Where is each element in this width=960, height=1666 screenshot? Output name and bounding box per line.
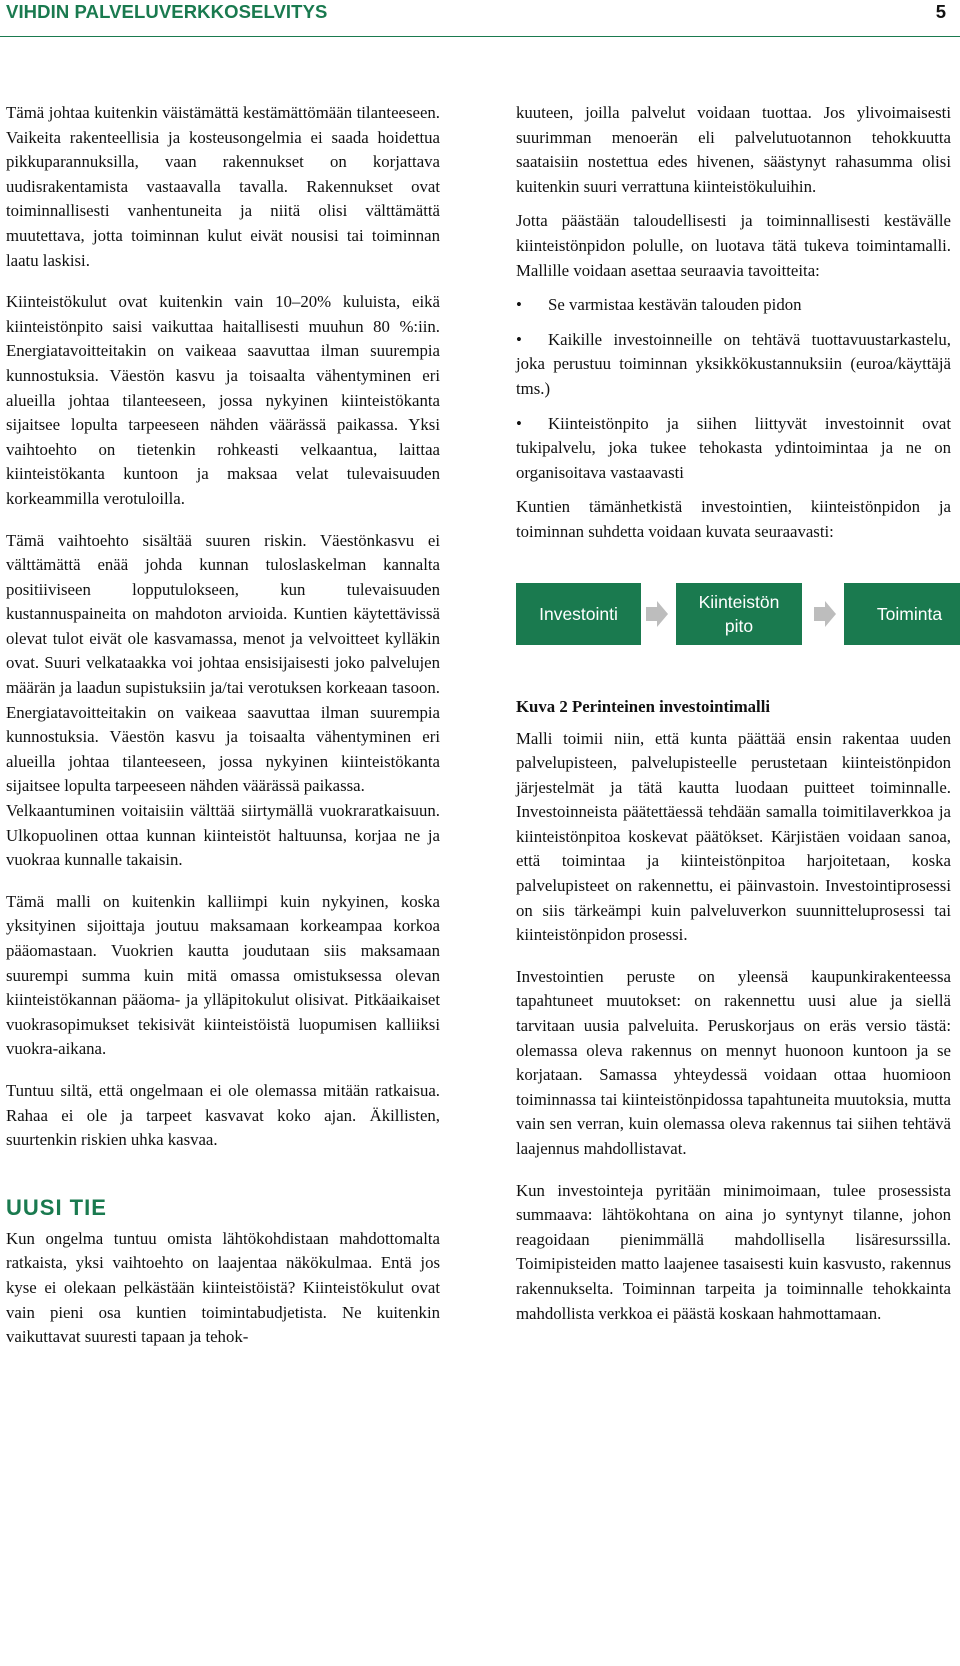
bullet-icon: • [516, 329, 522, 349]
paragraph: Tuntuu siltä, että ongelmaan ei ole olemassa mitään ratkaisua. Rahaa ei ole ja tarpeet kasvavat koko ajan. Äkillisten, suurtenkin riskien uhka kasvaa. [6, 1080, 440, 1150]
diagram-box-label: Kiinteistön [698, 591, 780, 612]
section-heading: UUSI TIE [6, 1194, 107, 1220]
page-number: 5 [935, 1, 946, 22]
paragraph: Jotta päästään taloudellisesti ja toiminnallisesti kestävälle kiinteistönpidon polulle, on luotava tätä tukeva toimintamalli. Mallille voidaan asettaa seuraavia tavoitteita: [516, 211, 951, 280]
diagram-box-label: pito [724, 615, 754, 636]
list-item [516, 328, 951, 402]
list-item [516, 412, 951, 486]
chevron-arrow-right-icon [646, 601, 668, 627]
paragraph: Malli toimii niin, että kunta päättää ensin rakentaa uuden palvelupisteen, palvelupisteelle perustetaan kiinteistönpidon järjestelmät ja tätä kautta luodaan puitteet toiminnalle. Investoinneista päätettäessä tehdään samalla toimitilaverkkoa ja kiinteistönpitoa koskevat päätökset. Kärjistäen voidaan sanoa, että toimintaa ja kiinteistönpitoa harjoitetaan, koska palvelupisteet on rakennettu, ei päinvastoin. Investointiprosessi on siis tärkeämpi kuin palveluverkon suunnitteluprosessi tai kiinteistönpidon prosessi. [516, 728, 951, 945]
diagram-box-operations [844, 583, 960, 645]
paragraph: Kuntien tämänhetkistä investointien, kiinteistönpidon ja toiminnan suhdetta voidaan kuvata seuraavasti: [516, 497, 951, 541]
figure-caption: Kuva 2 Perinteinen investointimalli [516, 696, 771, 716]
list-item-text: Kiinteistönpito ja siihen liittyvät investoinnit ovat tukipalvelu, joka tukee tehokasta ydintoimintaa ja ne on organisoitava vastaavasti [516, 413, 951, 482]
paragraph: Velkaantuminen voitaisiin välttää siirtymällä vuokraratkaisuun. Ulkopuolinen ottaa kunnan kiinteistöt haltuunsa, korjaa ne ja vuokraa kunnalle takaisin. [6, 801, 440, 870]
bullet-icon: • [516, 413, 522, 433]
paragraph: Kiinteistökulut ovat kuitenkin vain 10–20% kuluista, eikä kiinteistönpito saisi vaikuttaa haitallisesti muuhun 80 %:iin. Energiatavoitteitakin on vaikeaa saavuttaa ilman suurempia kunnostuksia. Väestön kasvu ja toisaalta vähentyminen eri alueilla johtaa tilanteeseen, jossa nykyinen kiinteistökanta sijaitsee lopulta tarpeeseen nähden väärässä paikassa. Yksi vaihtoehto on tietenkin rohkeasti velkaantua, laittaa kiinteistökanta kuntoon ja maksaa velat tulevaisuuden korkeammilla verotuloilla. [6, 292, 440, 508]
left-column [6, 101, 440, 1350]
header-divider [0, 36, 960, 37]
paragraph: Tämä johtaa kuitenkin väistämättä kestämättömään tilanteeseen. Vaikeita rakenteellisia ja kosteusongelmia ei saada hoidettua pikkuparannuksilla, vaan rakennukset on korjattava uudisrakentamista vastaavalla tavalla. Rakennukset ovat toiminnallisesti vanhentuneita ja niitä olisi välttämättä muutettava, jotta toiminnan kulut eivät nousisi tai toiminnan laatu laskisi. [6, 103, 440, 270]
paragraph: Kun investointeja pyritään minimoimaan, tulee prosessista summaava: lähtökohtana on aina jo syntynyt tilanne, johon reagoidaan pienimmällä mahdollisella lisäresurssilla. Toimipisteiden matto laajenee tasaisesti kuin kasvusto, rakennus rakennukselta. Toiminnan tarpeita ja toiminnalle tehokkainta mahdollista verkkoa ei päästä koskaan hahmottamaan. [516, 1180, 951, 1323]
list-item-text: Kaikille investoinneille on tehtävä tuottavuustarkastelu, joka perustuu toiminnan yksikkökustannuksiin (euroa/käyttäjä tms.) [516, 329, 951, 398]
bullet-icon: • [516, 295, 522, 315]
page-header [0, 0, 960, 38]
document-title: VIHDIN PALVELUVERKKOSELVITYS [6, 1, 328, 22]
goal-list [516, 293, 951, 485]
paragraph: Investointien peruste on yleensä kaupunkirakenteessa tapahtuneet muutokset: on rakennettu uusi alue ja siellä tarvitaan uusia palveluita. Peruskorjaus on eräs versio tästä: olemassa oleva rakennus on mennyt huonoon kuntoon ja se korjataan. Samassa yhteydessä voidaan ottaa huomioon toiminnassa tai kiinteistönpidossa tapahtuneita muutoksia, mutta vain sen verran, kuin olemassa oleva rakennus tai siihen tehtävä laajennus mahdollistavat. [516, 966, 951, 1158]
diagram-box-label: Investointi [539, 603, 618, 624]
paragraph: Tämä malli on kuitenkin kalliimpi kuin nykyinen, koska yksityinen sijoittaja joutuu maksamaan korkeampaa korkoa pääomastaan. Vuokrien kautta joudutaan siis maksamaan suurempi summa kuin mitä omassa omistuksessa olevan kiinteistökannan pääoma- ja ylläpitokulut olisivat. Pitkäaikaiset vuokrasopimukset tekisivät kiinteistöistä luopumisen kalliiksi vuokra-aikana. [6, 891, 440, 1059]
list-item-text: Se varmistaa kestävän talouden pidon [548, 295, 802, 315]
paragraph: Kun ongelma tuntuu omista lähtökohdistaan mahdottomalta ratkaista, yksi vaihtoehto on laajentaa näkökulmaa. Entä jos kyse ei olekaan pelkästään kiinteistöistä? Kiinteistökulut ovat vain pieni osa kuntien toimintabudjetista. Ne kuitenkin vaikuttavat suuresti tapaan ja tehok- [6, 1228, 440, 1347]
diagram-box-investment [516, 583, 641, 645]
list-item [516, 293, 951, 318]
chevron-arrow-right-icon [814, 601, 836, 627]
paragraph: kuuteen, joilla palvelut voidaan tuottaa. Jos ylivoimaisesti suurimman menoerän eli palvelutuotannon tehokkuutta saataisiin nostettua edes hivenen, säästynyt rahasumma olisi kuitenkin suuri verrattuna kiinteistökuluihin. [516, 103, 951, 196]
investment-model-diagram [516, 583, 951, 649]
diagram-box-property-management [676, 583, 802, 645]
diagram-box-label: Toiminta [876, 603, 943, 624]
right-column [516, 101, 951, 1326]
paragraph: Tämä vaihtoehto sisältää suuren riskin. Väestönkasvu ei välttämättä enää johda kunnan tuloslaskelman kannalta positiiviseen lopputulokseen, kun tulevaisuuden kustannuspaineita on mahdoton arvioida. Kuntien käytettävissä olevat tulot eivät ole kasvamassa, menot ja velvoitteet kylläkin ovat. Suuri velkataakka voi johtaa ensisijaisesti joko palvelujen määrän ja laadun supistuksiin ja/tai verotuksen korkeaan tasoon. Energiatavoitteitakin on vaikeaa saavuttaa ilman suurempia kunnostuksia. Väestön kasvu ja toisaalta vähentyminen eri alueilla johtaa tilanteeseen, jossa nykyinen kiinteistökanta sijaitsee lopulta tarpeeseen nähden väärässä paikassa. [6, 530, 440, 796]
